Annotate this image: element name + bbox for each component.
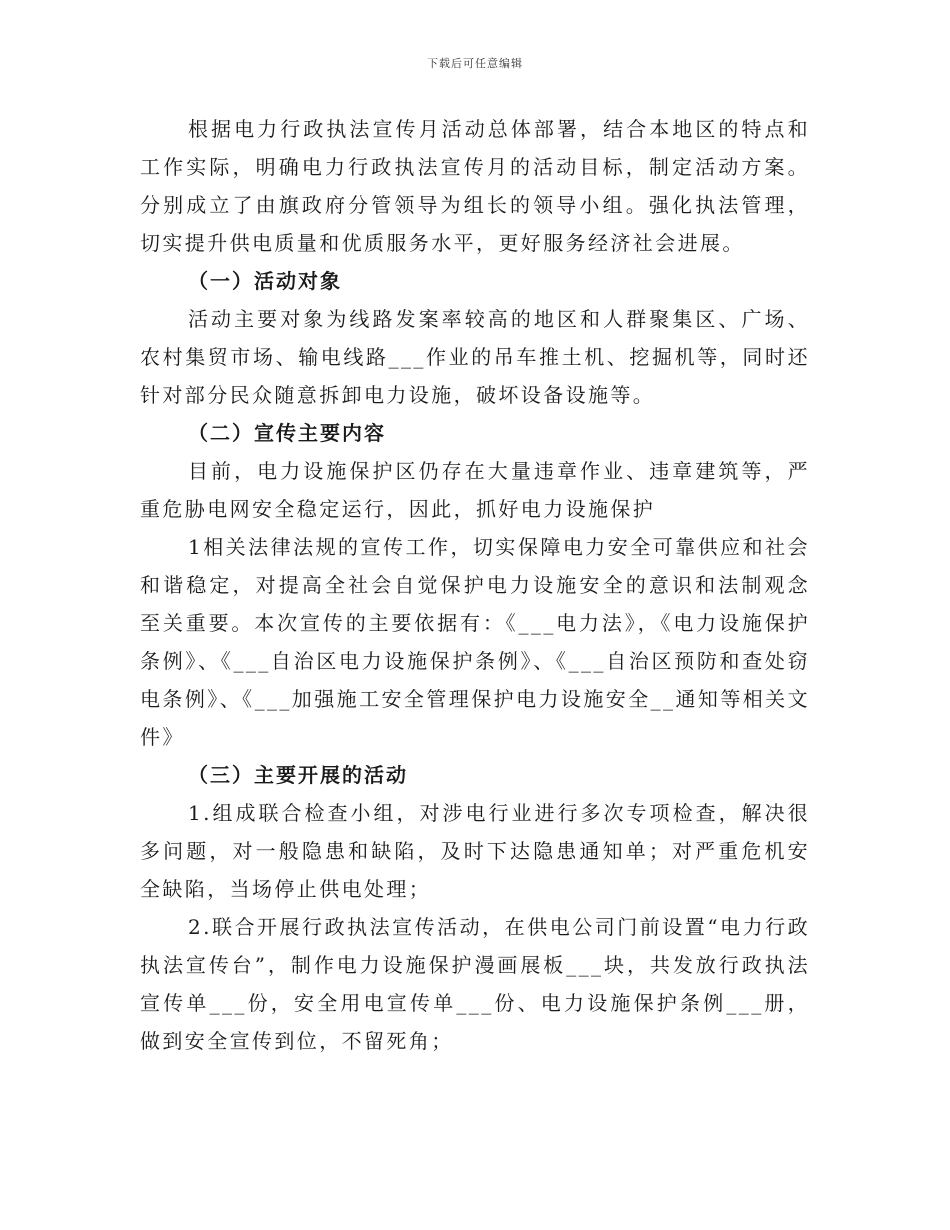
activity-item-1: 1.组成联合检查小组，对涉电行业进行多次专项检查，解决很多问题，对一般隐患和缺陷，及时下达隐患通知单；对严重危机安全缺陷，当场停止供电处理； [140,801,810,901]
content-paragraph-a: 目前，电力设施保护区仍存在大量违章作业、违章建筑等，严重危胁电网安全稳定运行，因此，抓好电力设施保护 [140,459,810,521]
activity-item-2: 2.联合开展行政执法宣传活动，在供电公司门前设置“电力行政执法宣传台”，制作电力设施保护漫画展板___块，共发放行政执法宣传单___份，安全用电宣传单___份、电力设施保护条例___册，做到安全宣传到位，不留死角； [140,915,810,1053]
targets-paragraph: 活动主要对象为线路发案率较高的地区和人群聚集区、广场、农村集贸市场、输电线路___作业的吊车推土机、挖掘机等，同时还针对部分民众随意拆卸电力设施，破坏设备设施等。 [140,307,810,407]
section-heading-3: （三）主要开展的活动 [188,763,408,787]
section-heading-1: （一）活动对象 [188,269,342,293]
intro-paragraph: 根据电力行政执法宣传月活动总体部署，结合本地区的特点和工作实际，明确电力行政执法宣传月的活动目标，制定活动方案。分别成立了由旗政府分管领导为组长的领导小组。强化执法管理，切实提升供电质量和优质服务水平，更好服务经济社会进展。 [140,117,810,255]
section-heading-2: （二）宣传主要内容 [188,421,386,445]
content-paragraph-b: 1相关法律法规的宣传工作，切实保障电力安全可靠供应和社会和谐稳定，对提高全社会自觉保护电力设施安全的意识和法制观念至关重要。本次宣传的主要依据有：《___电力法》，《电力设施保护条例》、《___自治区电力设施保护条例》、《___自治区预防和查处窃电条例》、《___加强施工安全管理保护电力设施安全__通知等相关文件》 [140,535,810,749]
document-body [140,110,810,1060]
page-header-note: 下载后可任意编辑 [427,57,523,70]
